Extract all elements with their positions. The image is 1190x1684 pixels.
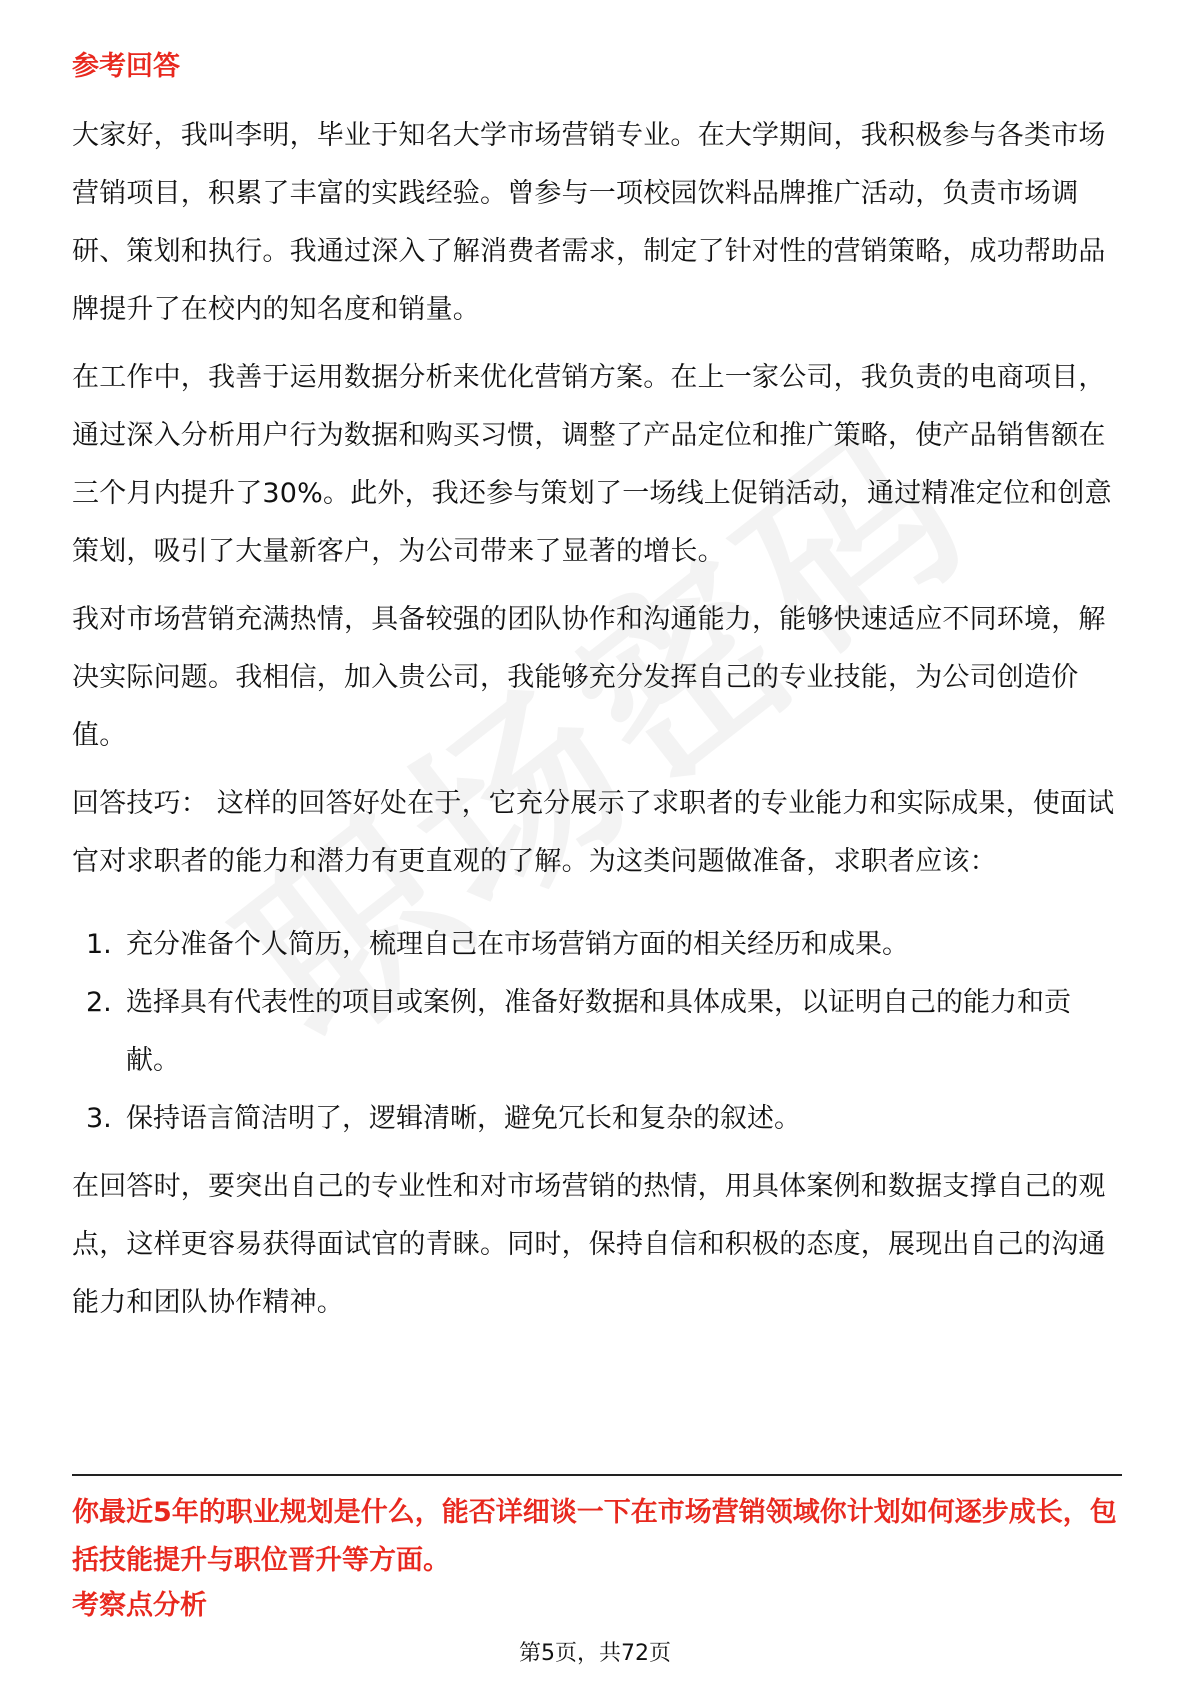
list-number: 3. (86, 1103, 112, 1134)
tips-list-item (72, 916, 1122, 974)
answer-paragraph-2: 在工作中，我善于运用数据分析来优化营销方案。在上一家公司，我负责的电商项目，通过深入分析用户行为数据和购买习惯，调整了产品定位和推广策略，使产品销售额在三个月内提升了30%。此外，我还参与策划了一场线上促销活动，通过精准定位和创意策划，吸引了大量新客户，为公司带来了显著的增长。 (72, 362, 1112, 567)
answer-tips-intro: 回答技巧： 这样的回答好处在于，它充分展示了求职者的专业能力和实际成果，使面试官对求职者的能力和潜力有更直观的了解。为这类问题做准备，求职者应该： (72, 788, 1115, 877)
list-number: 2. (86, 987, 112, 1018)
tips-list-item (72, 974, 1122, 1090)
next-question: 你最近5年的职业规划是什么，能否详细谈一下在市场营销领域你计划如何逐步成长，包括技能提升与职位晋升等方面。 (72, 1497, 1117, 1576)
tips-list-item (72, 1090, 1122, 1148)
closing-paragraph: 在回答时，要突出自己的专业性和对市场营销的热情，用具体案例和数据支撑自己的观点，这样更容易获得面试官的青睐。同时，保持自信和积极的态度，展现出自己的沟通能力和团队协作精神。 (72, 1171, 1106, 1318)
list-text: 保持语言简洁明了，逻辑清晰，避免冗长和复杂的叙述。 (126, 1103, 801, 1134)
list-text: 选择具有代表性的项目或案例，准备好数据和具体成果，以证明自己的能力和贡献。 (126, 987, 1071, 1076)
tips-list (72, 916, 1122, 1148)
list-number: 1. (86, 929, 112, 960)
list-text: 充分准备个人简历，梳理自己在市场营销方面的相关经历和成果。 (126, 929, 909, 960)
answer-paragraph-1: 大家好，我叫李明，毕业于知名大学市场营销专业。在大学期间，我积极参与各类市场营销项目，积累了丰富的实践经验。曾参与一项校园饮料品牌推广活动，负责市场调研、策划和执行。我通过深入了解消费者需求，制定了针对性的营销策略，成功帮助品牌提升了在校内的知名度和销量。 (72, 120, 1106, 325)
analysis-heading: 考察点分析 (72, 1590, 207, 1621)
section-divider (72, 1474, 1122, 1476)
page-number: 第5页，共72页 (519, 1641, 671, 1666)
answer-heading: 参考回答 (72, 51, 180, 82)
answer-paragraph-3: 我对市场营销充满热情，具备较强的团队协作和沟通能力，能够快速适应不同环境，解决实际问题。我相信，加入贵公司，我能够充分发挥自己的专业技能，为公司创造价值。 (72, 604, 1106, 751)
